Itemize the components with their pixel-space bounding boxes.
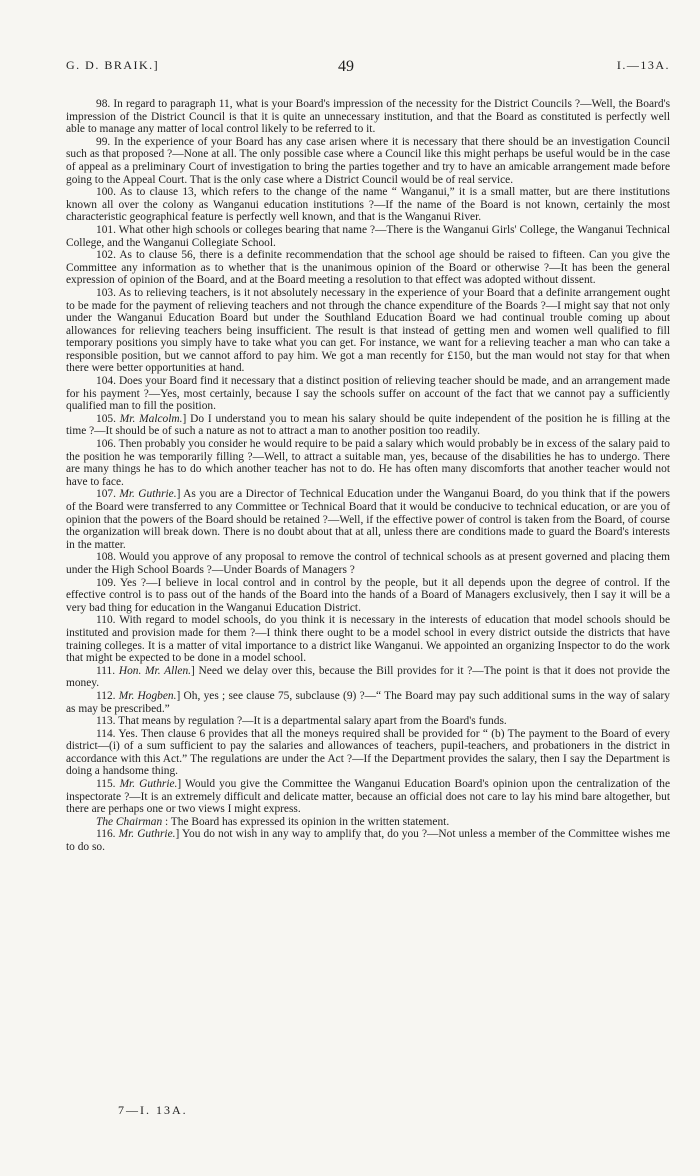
question-paragraph — [66, 413, 670, 438]
speaker-name: The Chairman — [96, 815, 163, 828]
question-number: 105. — [96, 412, 120, 425]
paragraph-text: ] Oh, yes ; see clause 75, subclause (9) ?—“ The Board may pay such additional sums in the way of salary as may be prescribed.” — [66, 689, 670, 715]
question-paragraph — [66, 287, 670, 375]
page-footer: 7—I. 13A. — [118, 1103, 188, 1117]
paragraph-text: ] You do not wish in any way to amplify that, do you ?—Not unless a member of the Committee wishes me to do so. — [66, 828, 671, 854]
paragraph-text: 110. With regard to model schools, do you think it is necessary in the interests of education that model schools should be instituted and provision made for them ?—I think there ought to be a model school in every district outside the districts that have training colleges. It is a matter of vital importance to a district like Wanganui. We appointed an organizing Inspector to do the work that might be expected to be done in a model school. — [66, 614, 670, 665]
speaker-name: Mr. Guthrie. — [119, 778, 178, 791]
paragraph-text: 106. Then probably you consider he would require to be paid a salary which would probably be in excess of the salary paid to the position he was temporarily filling ?—Well, to attract a suitable man, yes, because of the disabilities he has to undergo. There are many things he has to do which another teacher has not to do. He has often many discomforts that another teacher would not have to face. — [66, 438, 670, 488]
question-paragraph — [66, 375, 670, 413]
paragraph-text: 108. Would you approve of any proposal to remove the control of technical schools as at present governed and placing them under the High School Boards ?—Under Boards of Managers ? — [66, 551, 670, 576]
question-paragraph — [66, 828, 670, 853]
paragraph-text: 114. Yes. Then clause 6 provides that all the moneys required shall be provided for “ (b) The payment to the Board of every district—(i) of a sum sufficient to pay the salaries and allowances of teachers, pupil-teachers, and probationers in the district in accordance with this Act.” The regulations are under the Act ?—If the Department provides the salary, then I say the Department is doing a handsome thing. — [66, 727, 670, 778]
paragraph-text: 99. In the experience of your Board has any case arisen where it is necessary that there should be an investigation Council such as that proposed ?—None at all. The only possible case where a Council like this might perhaps be useful would be in the case of appeal as a preliminary Court of investigation to bring the parties together and try to have an amicable arrangement made before going to the Appeal Court. That is the only case where a District Council would be of real service. — [66, 135, 670, 186]
question-paragraph — [66, 98, 670, 136]
question-paragraph — [66, 728, 670, 778]
paragraph-text: 104. Does your Board find it necessary that a distinct position of relieving teacher should be made, and an arrangement made for his payment ?—Yes, most certainly, because I say the schools suffer on account of the fact that we cannot pay a sufficiently qualified man to fill the position. — [66, 375, 670, 413]
paragraph-text: 102. As to clause 56, there is a definite recommendation that the school age should be raised to fifteen. Can you give the Committee any information as to whether that is the unanimous opinion of the Board or otherwise ?—It has been the general expression of opinion of the Board, and at the Board meeting a resolution to that effect was adopted without dissent. — [66, 249, 670, 287]
speaker-name: Mr. Malcolm. — [119, 412, 183, 425]
paragraph-text: ] Do I understand you to mean his salary should be quite independent of the position he is filling at the time ?—It should be of such a nature as not to attract a man to another position too readily. — [66, 412, 670, 438]
question-number: 107. — [96, 488, 120, 501]
page-header — [66, 58, 670, 73]
evidence-text — [66, 98, 670, 854]
speaker-name: Mr. Guthrie. — [119, 488, 177, 501]
question-paragraph — [66, 665, 670, 690]
question-number: 112. — [96, 689, 119, 702]
paragraph-text: ] Would you give the Committee the Wanganui Education Board's opinion upon the centralization of the inspectorate ?—It is an extremely difficult and delicate matter, because an official does not care to lay his mind bare altogether, but there are perhaps one or two views I might express. — [66, 778, 671, 816]
question-paragraph — [66, 136, 670, 186]
header-paper-ref: I.—13A. — [616, 58, 670, 72]
page-number: 49 — [338, 58, 354, 75]
question-paragraph — [66, 715, 670, 728]
question-paragraph — [66, 438, 670, 488]
question-paragraph — [66, 778, 670, 816]
question-paragraph — [66, 551, 670, 576]
paragraph-text: 101. What other high schools or colleges bearing that name ?—There is the Wanganui Girls' College, the Wanganui Technical College, and the Wanganui Collegiate School. — [66, 223, 670, 249]
paragraph-text: 100. As to clause 13, which refers to the change of the name “ Wanganui,” it is a small matter, but are there institutions known all over the colony as Wanganui education institutions ?—If the name of the Board is not known, certainly the most characteristic geographical feature is perfectly well known, and that is the Wanganui River. — [66, 186, 670, 224]
speaker-name: Mr. Guthrie. — [118, 828, 176, 841]
paragraph-text: : The Board has expressed its opinion in the written statement. — [162, 815, 450, 828]
question-paragraph — [66, 224, 670, 249]
paragraph-text: 109. Yes ?—I believe in local control and in control by the people, but it all depends upon the degree of control. If the effective control is to pass out of the hands of the Board into the hands of a Board of Managers exclusively, then I say it will be a very bad thing for education in the Wanganui Education District. — [66, 576, 670, 614]
question-paragraph — [66, 488, 670, 551]
question-paragraph — [66, 249, 670, 287]
question-paragraph — [66, 577, 670, 615]
question-paragraph — [66, 614, 670, 664]
question-number: 116. — [96, 828, 119, 841]
paragraph-text: 113. That means by regulation ?—It is a departmental salary apart from the Board's funds. — [96, 715, 507, 728]
speaker-name: Mr. Hogben. — [118, 689, 177, 702]
question-paragraph — [66, 186, 670, 224]
question-paragraph — [66, 816, 670, 829]
question-number: 111. — [96, 664, 119, 677]
paragraph-text: 103. As to relieving teachers, is it not absolutely necessary in the experience of your Board that a definite arrangement ought to be made for the payment of relieving teachers and not through the chance expenditure of the Boards ?—I might say that not only under the Wanganui Education Board but under the Southland Education Board we had continual trouble coming up about allowances for relieving teachers being insufficient. The result is that instead of getting men and women well qualified to fill temporary positions you simply have to take what you can get. For instance, we want for a relieving teacher a man who can take a responsible position, but we cannot afford to pay him. We got a man recently for £150, but the man would not stay for that when there were better opportunities at hand. — [66, 286, 670, 375]
speaker-name: Hon. Mr. Allen. — [118, 664, 191, 677]
paragraph-text: ] As you are a Director of Technical Education under the Wanganui Board, do you think that if the powers of the Board were transferred to any Committee or Technical Board that it would be conducive to technical education, or are you of opinion that the powers of the Board should be retained ?—Well, if the effective power of control is taken from the Board, of course the organization will break down. There is no doubt about that at all, unless there are conditions made to guard the Board's interests in the matter. — [66, 488, 670, 551]
question-number: 115. — [96, 778, 120, 791]
question-paragraph — [66, 690, 670, 715]
paragraph-text: 98. In regard to paragraph 11, what is your Board's impression of the necessity for the District Councils ?—Well, the Board's impression of the District Council is that it is quite an unnecessary institution, and that the Board as constituted is perfectly well able to manage any matter of local control likely to be referred to it. — [66, 98, 670, 136]
paragraph-text: ] Need we delay over this, because the Bill provides for it ?—The point is that it does not provide the money. — [66, 664, 670, 690]
header-witness: G. D. BRAIK.] — [66, 58, 160, 72]
